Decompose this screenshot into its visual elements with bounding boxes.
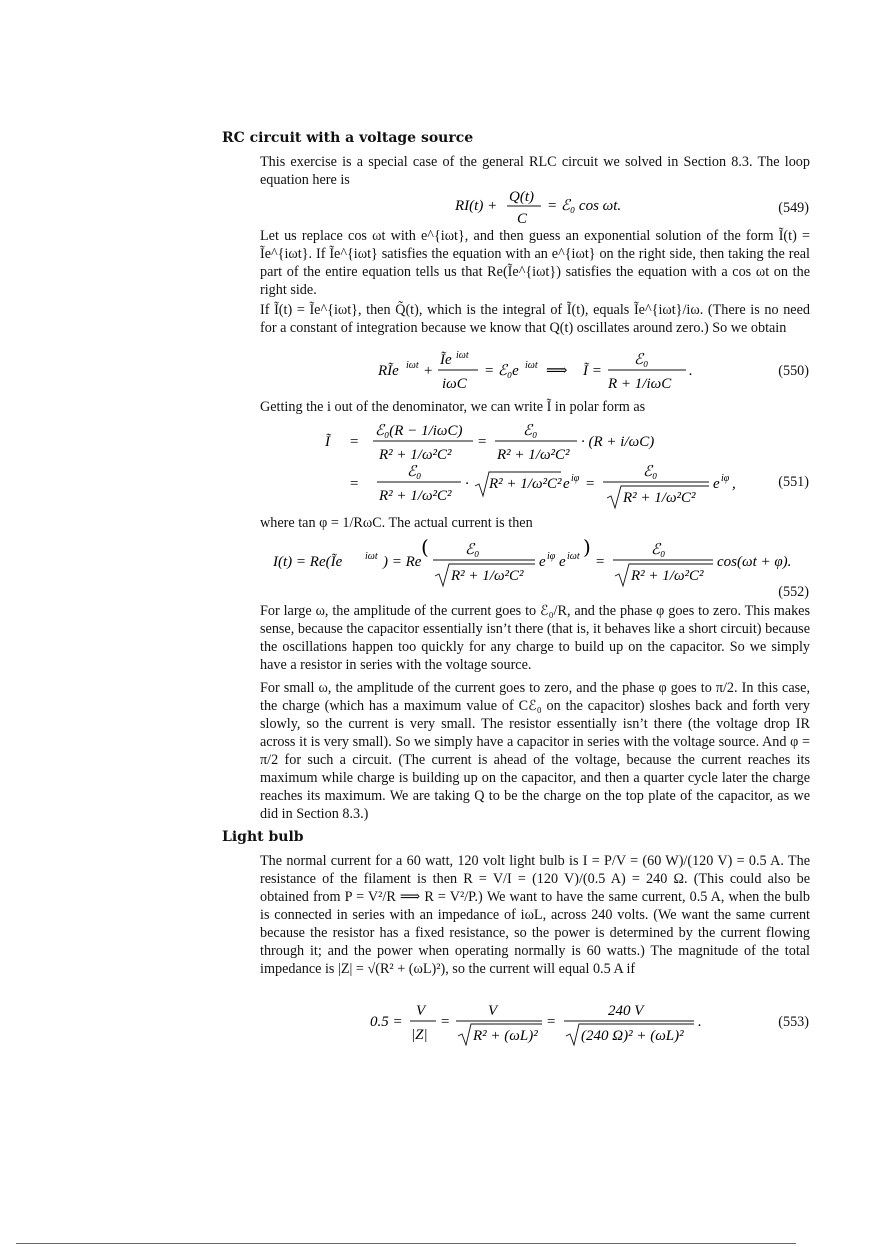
svg-text:=: = xyxy=(477,434,488,450)
svg-text:|Z|: |Z| xyxy=(411,1027,428,1043)
svg-text:=: = xyxy=(440,1014,451,1030)
svg-text:e: e xyxy=(563,476,570,492)
svg-text:cos(ωt + φ).: cos(ωt + φ). xyxy=(717,554,792,570)
equation-549-number: (549) xyxy=(778,200,809,216)
svg-text:ℰ₀(R − 1/iωC): ℰ₀(R − 1/iωC) xyxy=(375,423,463,439)
equation-553-number: (553) xyxy=(778,1014,809,1030)
svg-text:,: , xyxy=(732,476,736,492)
equation-551-number: (551) xyxy=(778,474,809,490)
equation-553 xyxy=(370,1000,710,1050)
svg-text:iωt: iωt xyxy=(456,350,469,361)
svg-text:=: = xyxy=(349,434,360,450)
equation-550-graphic xyxy=(378,349,708,395)
svg-text:R + 1/iωC: R + 1/iωC xyxy=(608,376,672,392)
paragraph-rc-guess: Let us replace cos ωt with e^{iωt}, and then guess an exponential solution of the form Ĩ(t) = Ĩe^{iωt}. If Ĩe^{iωt} satisfies the equation with an e^{iωt} on the right side, then taking the real part of the entire equation tells us that Re(Ĩe^{iωt}) satisfies the equation with a cos ωt on the right side. xyxy=(260,228,810,298)
svg-text:V: V xyxy=(416,1003,426,1019)
svg-text:R² + 1/ω²C²: R² + 1/ω²C² xyxy=(379,447,452,463)
paragraph-light-bulb: The normal current for a 60 watt, 120 volt light bulb is I = P/V = (60 W)/(120 V) = 0.5 A. The resistance of the filament is then R = V/I = (120 V)/(0.5 A) = 240 Ω. (This could also be obtained from P = V²/R ⟹ R = V²/P.) We want to have the same current, 0.5 A, when the bulb is connected in series with an impedance of iωL, across 240 volts. (We want the same current because the resistor has a fixed resistance, so the power is determined by the current flowing through it; and the power when operating normally is 60 watts.) The magnitude of the total impedance is |Z| = √(R² + (ωL)²), so the current will equal 0.5 A if xyxy=(260,853,810,977)
svg-text:R² + 1/ω²C²: R² + 1/ω²C² xyxy=(451,568,524,584)
svg-text:=: = xyxy=(595,554,606,570)
svg-text:e: e xyxy=(713,476,720,492)
paragraph-rc-tan: where tan φ = 1/RωC. The actual current is then xyxy=(260,515,533,531)
svg-text:R² + 1/ω²C²: R² + 1/ω²C² xyxy=(489,476,562,492)
svg-text:RI(t) +: RI(t) + xyxy=(455,198,498,214)
svg-text:Q(t): Q(t) xyxy=(509,189,534,205)
svg-text:C: C xyxy=(517,211,528,227)
svg-text:ℰ₀: ℰ₀ xyxy=(634,352,649,368)
svg-text:ℰ₀: ℰ₀ xyxy=(523,423,538,439)
svg-text:=: = xyxy=(585,476,596,492)
svg-text:Ĩ =: Ĩ = xyxy=(583,363,602,379)
svg-text:(240 Ω)² + (ωL)²: (240 Ω)² + (ωL)² xyxy=(581,1028,684,1044)
paragraph-rc-small-omega: For small ω, the amplitude of the current goes to zero, and the phase φ goes to π/2. In this case, the charge (which has a maximum value of Cℰ₀ on the capacitor) sloshes back and forth very slowly, so the current is very small. The resistor essentially isn’t there (the voltage drop IR across it is very small). So we simply have a capacitor in series with the voltage source. And φ = π/2 for such a circuit. (The current is ahead of the voltage, because the current reaches its maximum while charge is building up on the capacitor, and then a quarter cycle later the charge reaches its maximum. We are taking Q to be the charge on the top plate of the capacitor, as we did in Section 8.3.) xyxy=(260,680,810,822)
svg-text:e: e xyxy=(559,554,566,570)
svg-text:·: · xyxy=(465,476,469,492)
svg-text:R² + 1/ω²C²: R² + 1/ω²C² xyxy=(379,488,452,504)
svg-text:0.5 =: 0.5 = xyxy=(370,1014,403,1030)
svg-text:iφ: iφ xyxy=(571,473,580,484)
svg-text:⟹: ⟹ xyxy=(546,363,568,379)
svg-text:): ) xyxy=(583,536,591,559)
equation-552 xyxy=(273,536,803,596)
footer-rule xyxy=(16,1243,796,1244)
svg-text:iφ: iφ xyxy=(547,551,556,562)
svg-text:+: + xyxy=(423,363,434,379)
equation-549 xyxy=(455,186,625,232)
svg-text:I(t) = Re(Ĩe: I(t) = Re(Ĩe xyxy=(273,554,343,570)
svg-text:e: e xyxy=(539,554,546,570)
svg-text:Ĩ: Ĩ xyxy=(325,434,330,450)
svg-text:.: . xyxy=(689,363,693,379)
svg-text:ℰ₀: ℰ₀ xyxy=(643,464,658,480)
svg-text:· (R + i/ωC): · (R + i/ωC) xyxy=(581,434,655,450)
paragraph-rc-large-omega: For large ω, the amplitude of the current goes to ℰ₀/R, and the phase φ goes to zero. This makes sense, because the capacitor essentially isn’t there (that is, it behaves like a short circuit) because the oscillations happen too quickly for any charge to build up on the capacitor. So we simply have a resistor in series with the voltage source. xyxy=(260,603,810,673)
equation-553-graphic xyxy=(370,1000,710,1046)
equation-550-number: (550) xyxy=(778,363,809,379)
svg-text:Ĩe: Ĩe xyxy=(440,352,452,368)
svg-text:iωt: iωt xyxy=(365,551,378,562)
svg-text:ℰ₀: ℰ₀ xyxy=(407,464,422,480)
svg-text:iφ: iφ xyxy=(721,473,730,484)
paragraph-rc-polar: Getting the i out of the denominator, we can write Ĩ in polar form as xyxy=(260,399,646,415)
svg-text:ℰ₀: ℰ₀ xyxy=(651,542,666,558)
svg-text:iωt: iωt xyxy=(525,360,538,371)
svg-text:= ℰ₀e: = ℰ₀e xyxy=(484,363,519,379)
svg-text:V: V xyxy=(488,1003,498,1019)
svg-text:.: . xyxy=(698,1014,702,1030)
equation-551-graphic xyxy=(325,420,745,512)
equation-552-number: (552) xyxy=(778,584,809,600)
svg-text:iωt: iωt xyxy=(567,551,580,562)
equation-549-graphic xyxy=(455,186,625,228)
svg-text:ℰ₀: ℰ₀ xyxy=(465,542,480,558)
svg-text:iωt: iωt xyxy=(406,360,419,371)
paragraph-rc-integral: If Ĩ(t) = Ĩe^{iωt}, then Q̃(t), which is the integral of Ĩ(t), equals Ĩe^{iωt}/iω. (There is no need for a constant of integration because we know that Q(t) oscillates around zero.) So we obtain xyxy=(260,302,810,336)
section-heading-rc: RC circuit with a voltage source xyxy=(222,130,474,146)
svg-text:R² + 1/ω²C²: R² + 1/ω²C² xyxy=(631,568,704,584)
svg-text:R² + 1/ω²C²: R² + 1/ω²C² xyxy=(623,490,696,506)
paragraph-rc-intro: This exercise is a special case of the general RLC circuit we solved in Section 8.3. The loop equation here is xyxy=(260,154,810,188)
svg-text:=: = xyxy=(349,476,360,492)
svg-text:) = Re: ) = Re xyxy=(383,554,422,570)
svg-text:(: ( xyxy=(421,536,429,559)
svg-text:R² + (ωL)²: R² + (ωL)² xyxy=(473,1028,538,1044)
svg-text:RĨe: RĨe xyxy=(378,363,399,379)
equation-550 xyxy=(378,349,708,399)
svg-text:R² + 1/ω²C²: R² + 1/ω²C² xyxy=(497,447,570,463)
svg-text:240 V: 240 V xyxy=(608,1003,644,1019)
equation-552-graphic xyxy=(273,536,803,592)
svg-text:= ℰ₀ cos ωt.: = ℰ₀ cos ωt. xyxy=(547,198,622,214)
equation-551 xyxy=(325,420,745,516)
svg-text:iωC: iωC xyxy=(442,376,467,392)
section-heading-light-bulb: Light bulb xyxy=(222,829,304,845)
svg-text:=: = xyxy=(546,1014,557,1030)
